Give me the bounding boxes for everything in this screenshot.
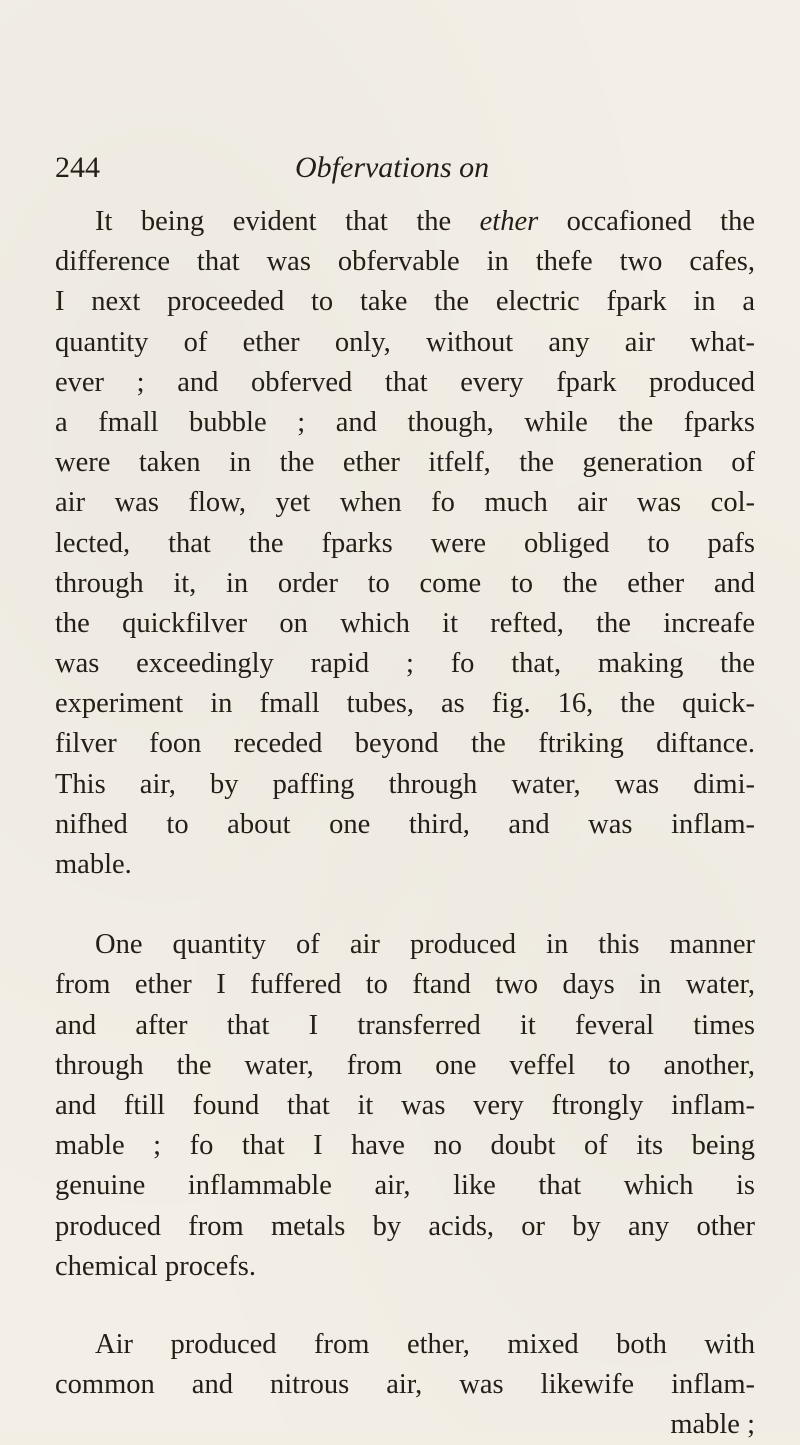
text-line: through the water, from one veffel to another, [55,1049,755,1081]
paragraph-gap [55,1287,755,1325]
text-fragment: It being evident that the [95,206,480,237]
text-line: quantity of ether only, without any air what- [55,326,755,358]
text-line: filver foon receded beyond the ftriking diftance. [55,728,755,760]
text-line: genuine inflammable air, like that which is [55,1170,755,1202]
emphasized-word: ether [479,206,539,237]
text-line [55,202,755,242]
text-line: through it, in order to come to the ether and [55,567,755,599]
text-line: produced from metals by acids, or by any other [55,1210,755,1242]
text-line: Air produced from ether, mixed both with [95,1328,755,1360]
paragraph-2 [55,925,755,1287]
text-line: This air, by paffing through water, was dimi- [55,768,755,800]
text-line: from ether I fuffered to ftand two days in water, [55,969,755,1001]
text-line: ever ; and obferved that every fpark produced [55,366,755,398]
text-line: air was flow, yet when fo much air was col- [55,487,755,519]
text-line: mable. [55,849,132,880]
text-line: mable ; fo that I have no doubt of its being [55,1130,755,1162]
paragraph-gap [55,885,755,925]
text-line: chemical procefs. [55,1250,256,1282]
text-line: common and nitrous air, was likewife inflam- [55,1369,755,1401]
text-line: One quantity of air produced in this manner [95,929,755,961]
text-line: were taken in the ether itfelf, the generation of [55,447,755,479]
text-line: a fmall bubble ; and though, while the fparks [55,406,755,438]
text-line: was exceedingly rapid ; fo that, making the [55,648,755,680]
paragraph-3 [55,1325,755,1445]
text-line: experiment in fmall tubes, as fig. 16, the quick- [55,688,755,720]
text-line: mable ; [670,1409,755,1441]
text-line: nifhed to about one third, and was inflam- [55,808,755,840]
text-line: lected, that the fparks were obliged to pafs [55,527,755,559]
text-line: the quickfilver on which it refted, the increafe [55,607,755,639]
text-line: difference that was obfervable in thefe two cafes, [55,246,755,278]
body-text [55,202,755,1445]
text-fragment: occafioned the [538,206,755,237]
paragraph-1 [55,202,755,885]
running-head [55,148,755,188]
text-line: and after that I transferred it feveral times [55,1009,755,1041]
text-line: I next proceeded to take the electric fpark in a [55,286,755,318]
text-line: and ftill found that it was very ftrongly inflam- [55,1089,755,1121]
page-number: 244 [55,151,100,184]
running-title: Obfervations on [295,151,490,184]
